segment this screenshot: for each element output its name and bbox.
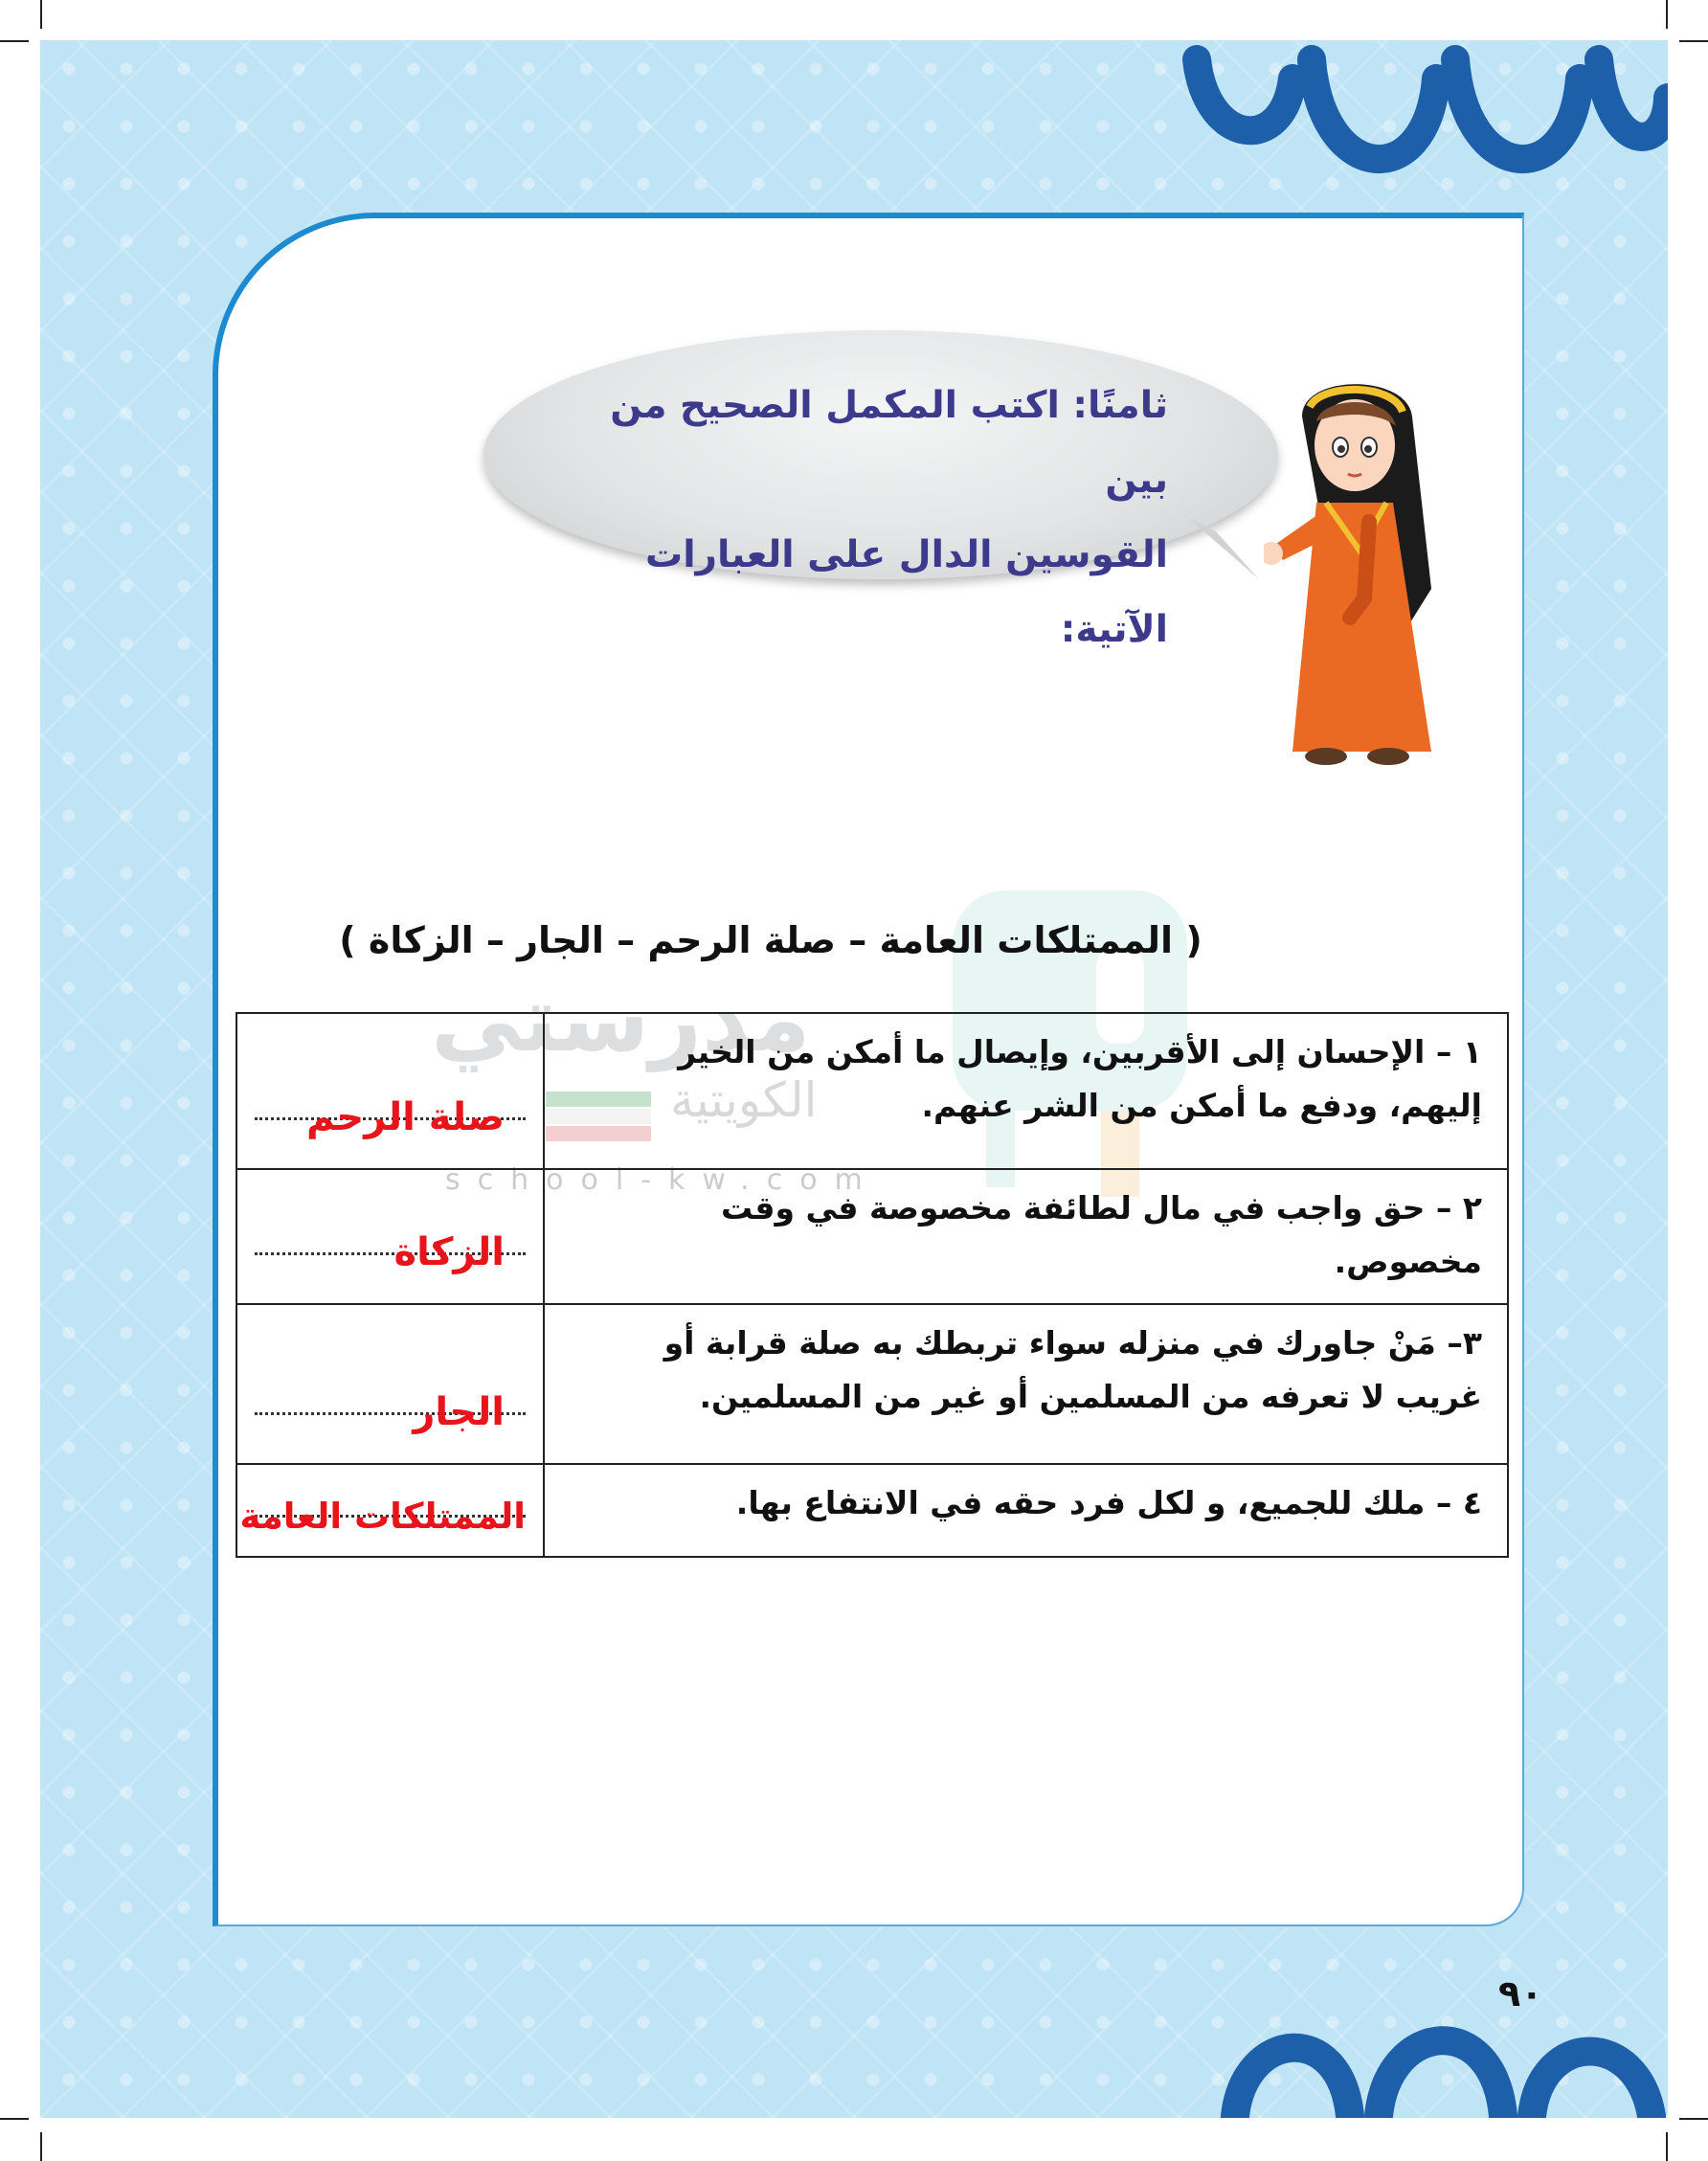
- question-text: ٣– مَنْ جاورك في منزله سواء تربطك به صلة قرابة أو غريب لا تعرفه من المسلمين أو غير من المسلمين.: [544, 1304, 1508, 1464]
- watermark-sub: الكويتية: [670, 1072, 818, 1128]
- instruction-text: [536, 369, 1168, 667]
- answer-text: الزكاة: [393, 1230, 505, 1274]
- answer-cell[interactable]: [236, 1169, 544, 1304]
- question-text: ٢ – حق واجب في مال لطائفة مخصوصة في وقت مخصوص.: [544, 1169, 1508, 1304]
- watermark-url: school-kw.com: [445, 1163, 880, 1197]
- table-row: [236, 1169, 1508, 1304]
- bottom-decoration: [1216, 1963, 1668, 2118]
- answer-cell[interactable]: [236, 1464, 544, 1557]
- watermark-brand: مدرستي: [431, 967, 811, 1072]
- question-text: ٤ – ملك للجميع، و لكل فرد حقه في الانتفاع بها.: [544, 1464, 1508, 1557]
- word-bank: ( الممتلكات العامة – صلة الرحم – الجار – الزكاة ): [339, 919, 1202, 961]
- page-number: ٩٠: [1498, 1972, 1543, 2015]
- instruction-line-2: القوسين الدال على العبارات الآتية:: [645, 533, 1168, 651]
- table-row: [236, 1013, 1508, 1169]
- speech-bubble-tail: [1187, 517, 1264, 584]
- table-row: [236, 1304, 1508, 1464]
- questions-table: [236, 1012, 1509, 1558]
- answer-cell[interactable]: [236, 1013, 544, 1169]
- answer-text: الممتلكات العامة: [239, 1496, 526, 1537]
- answer-text: الجار: [413, 1390, 505, 1434]
- top-decoration: [1168, 40, 1668, 232]
- instruction-line-1: ثامنًا: اكتب المكمل الصحيح من بين: [610, 384, 1168, 502]
- question-text: ١ – الإحسان إلى الأقربين، وإيصال ما أمكن من الخير إليهم، ودفع ما أمكن من الشر عنهم.: [544, 1013, 1508, 1169]
- girl-illustration: [1264, 378, 1455, 780]
- table-row: [236, 1464, 1508, 1557]
- answer-cell[interactable]: [236, 1304, 544, 1464]
- answer-text: صلة الرحم: [306, 1095, 505, 1139]
